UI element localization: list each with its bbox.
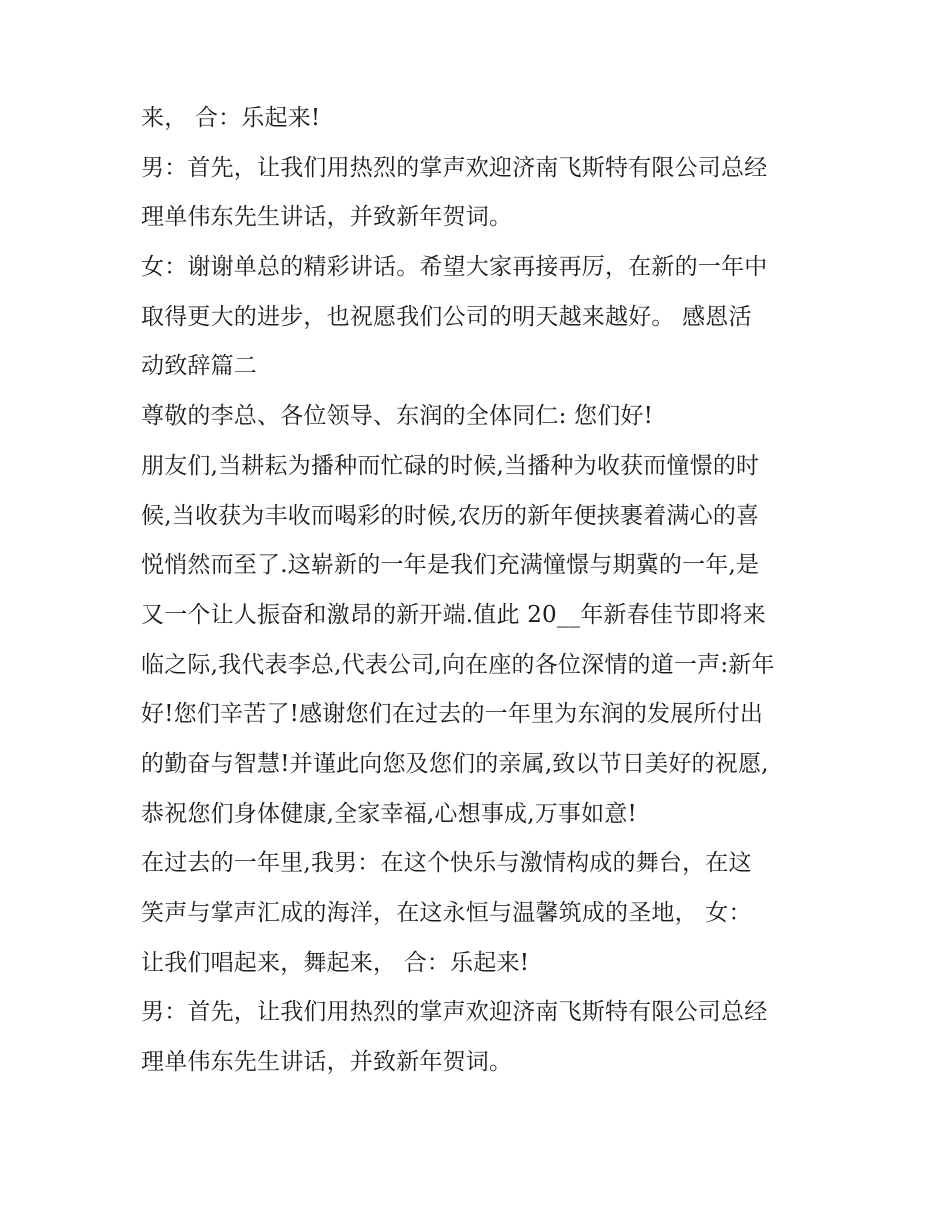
text-line: 笑声与掌声汇成的海洋，在这永恒与温馨筑成的圣地， 女： [141,900,752,926]
text-line: 理单伟东先生讲话，并致新年贺词。 [141,204,513,231]
text-line: 又一个让人振奋和激昂的新开端.值此 20__年新春佳节即将来 [141,601,766,628]
text-line: 理单伟东先生讲话，并致新年贺词。 [141,1049,513,1076]
text-line: 好!您们辛苦了!感谢您们在过去的一年里为东润的发展所付出 [141,701,764,728]
section-title-line: 动致辞篇二 [141,353,257,380]
text-line: 男：首先，让我们用热烈的掌声欢迎济南飞斯特有限公司总经 [141,154,768,181]
text-line: 朋友们,当耕耘为播种而忙碌的时候,当播种为收获而憧憬的时 [141,452,760,479]
text-line: 让我们唱起来，舞起来， 合：乐起来! [141,949,530,976]
salutation-line: 尊敬的李总、各位领导、东润的全体同仁: 您们好! [141,403,654,430]
text-line: 恭祝您们身体健康,全家幸福,心想事成,万事如意! [141,800,637,827]
text-line: 候,当收获为丰收而喝彩的时候,农历的新年便挟裹着满心的喜 [141,502,760,529]
text-line: 临之际,我代表李总,代表公司,向在座的各位深情的道一声:新年 [141,651,775,678]
text-line: 来， 合：乐起来! [141,105,321,131]
text-line: 男：首先，让我们用热烈的掌声欢迎济南飞斯特有限公司总经 [141,999,768,1026]
text-line: 悦悄然而至了.这崭新的一年是我们充满憧憬与期冀的一年,是 [141,552,760,579]
text-line: 的勤奋与智慧!并谨此向您及您们的亲属,致以节日美好的祝愿, [141,750,769,777]
document-body [141,107,841,1101]
text-line: 取得更大的进步，也祝愿我们公司的明天越来越好。 感恩活 [141,303,752,330]
text-line: 在过去的一年里,我男：在这个快乐与激情构成的舞台，在这 [141,850,752,877]
text-line: 女：谢谢单总的精彩讲话。希望大家再接再厉，在新的一年中 [141,254,768,281]
